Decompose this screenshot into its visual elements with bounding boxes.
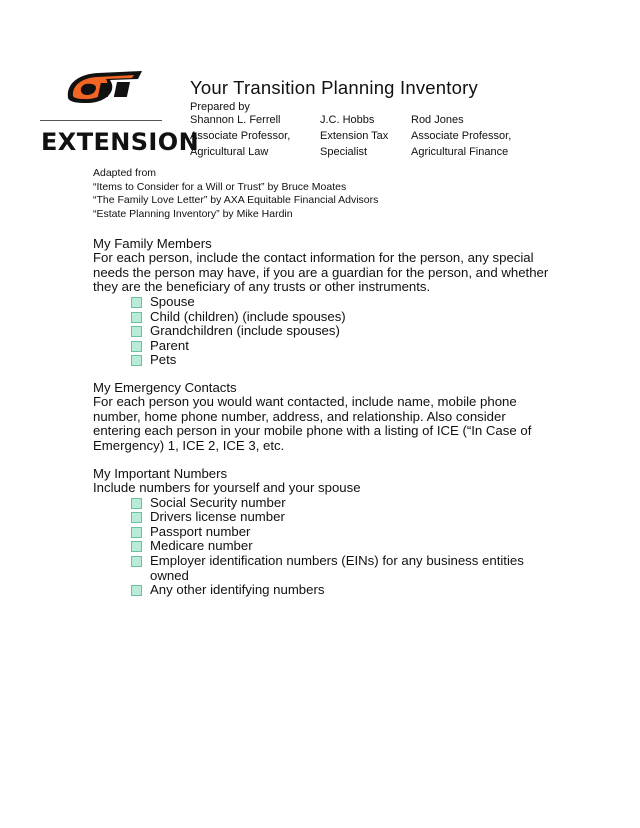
author-jones (411, 112, 541, 160)
author-title-line1: Extension Tax (320, 130, 389, 142)
checkbox-icon[interactable] (131, 498, 142, 509)
prepared-by-label: Prepared by (190, 101, 250, 113)
checklist-item[interactable]: Any other identifying numbers (131, 583, 553, 598)
author-name: J.C. Hobbs (320, 114, 375, 126)
extension-wordmark: EXTENSION (41, 128, 200, 156)
adapted-heading: Adapted from (93, 167, 157, 179)
checkbox-icon[interactable] (131, 585, 142, 596)
author-name: Shannon L. Ferrell (190, 114, 281, 126)
checkbox-icon[interactable] (131, 341, 142, 352)
author-title-line2: Agricultural Finance (411, 146, 509, 158)
author-title-line1: Associate Professor, (411, 130, 512, 142)
osu-brand-logo-icon (64, 68, 146, 106)
section-body: For each person, include the contact information for the person, any special needs the person may have, if you are a guardian for the person, and whether they are the beneficiary of any trusts or other instruments. (93, 250, 549, 295)
checkbox-icon[interactable] (131, 527, 142, 538)
checkbox-icon[interactable] (131, 312, 142, 323)
checklist-item[interactable]: Medicare number (131, 539, 553, 554)
section-heading: My Family Members (93, 236, 212, 251)
adapted-from-block (93, 167, 378, 222)
section-family-members (93, 236, 553, 368)
extension-logo (40, 68, 200, 156)
adapted-source: “The Family Love Letter” by AXA Equitable Financial Advisors (93, 194, 379, 207)
author-title-line2: Agricultural Law (190, 146, 269, 158)
section-body: For each person you would want contacted, include name, mobile phone number, home phone number, address, and relationship. Also consider entering each person in your mobile phone with a listing of ICE (“In Case of Emergency) 1, ICE 2, ICE 3, etc. (93, 394, 532, 454)
author-list (190, 112, 541, 160)
section-important-numbers (93, 466, 553, 598)
checklist-item[interactable]: Pets (131, 353, 553, 368)
section-emergency-contacts (93, 380, 553, 454)
section-heading: My Important Numbers (93, 466, 228, 481)
checklist-item[interactable]: Spouse (131, 295, 553, 310)
checklist (93, 496, 553, 598)
checklist-item[interactable]: Grandchildren (include spouses) (131, 324, 553, 339)
section-heading: My Emergency Contacts (93, 380, 237, 395)
adapted-source: “Items to Consider for a Will or Trust” by Bruce Moates (93, 180, 347, 193)
author-title-line2: Specialist (320, 146, 368, 158)
logo-divider (40, 120, 162, 121)
author-hobbs (320, 112, 411, 160)
checkbox-icon[interactable] (131, 556, 142, 567)
checkbox-icon[interactable] (131, 512, 142, 523)
checklist-item[interactable]: Passport number (131, 525, 553, 540)
author-title-line1: Associate Professor, (190, 130, 291, 142)
author-name: Rod Jones (411, 114, 464, 126)
checkbox-icon[interactable] (131, 355, 142, 366)
checklist-item[interactable]: Child (children) (include spouses) (131, 310, 553, 325)
checkbox-icon[interactable] (131, 297, 142, 308)
section-body: Include numbers for yourself and your spouse (93, 480, 361, 495)
page-title: Your Transition Planning Inventory (190, 77, 478, 98)
checkbox-icon[interactable] (131, 541, 142, 552)
checklist-item[interactable]: Drivers license number (131, 510, 553, 525)
adapted-source: “Estate Planning Inventory” by Mike Hardin (93, 208, 293, 221)
checklist-item[interactable]: Employer identification numbers (EINs) for any business entities owned (131, 554, 553, 583)
checklist-item[interactable]: Parent (131, 339, 553, 354)
author-ferrell (190, 112, 320, 160)
checklist (93, 295, 553, 368)
checkbox-icon[interactable] (131, 326, 142, 337)
checklist-item[interactable]: Social Security number (131, 496, 553, 511)
